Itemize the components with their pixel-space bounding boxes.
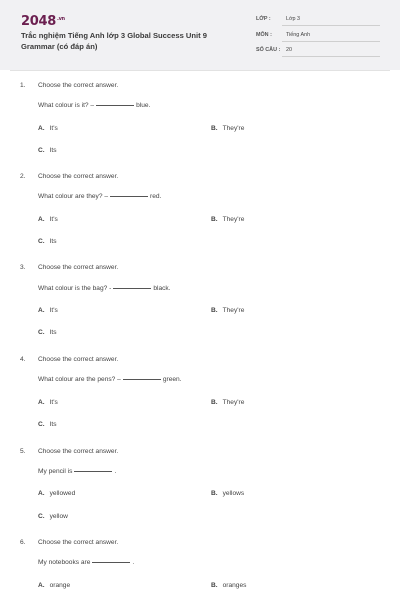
option-text: orange [49, 582, 71, 589]
meta-subject-line [282, 41, 380, 42]
option-b[interactable] [211, 582, 246, 589]
option-key: B. [211, 490, 218, 497]
question-instruction: Choose the correct answer. [38, 82, 119, 89]
answer-blank [74, 471, 112, 472]
header-divider [10, 70, 390, 71]
option-c[interactable] [38, 147, 57, 154]
question-prompt [20, 173, 118, 180]
option-a[interactable] [38, 582, 70, 589]
stem-after: black. [153, 285, 171, 292]
question-instruction: Choose the correct answer. [38, 539, 119, 546]
option-text: yellowed [49, 490, 76, 497]
option-b[interactable] [211, 216, 244, 223]
option-c[interactable] [38, 513, 68, 520]
option-text: Its [49, 147, 57, 154]
option-text: Its [49, 421, 57, 428]
question-prompt [20, 264, 118, 271]
question-stem [38, 376, 182, 383]
stem-before: What colour are the pens? – [38, 376, 121, 383]
option-key: A. [38, 216, 45, 223]
stem-after: green. [162, 376, 182, 383]
option-text: Its [49, 329, 57, 336]
option-a[interactable] [38, 399, 58, 406]
option-a[interactable] [38, 216, 58, 223]
question-instruction: Choose the correct answer. [38, 356, 119, 363]
option-text: They're [222, 307, 245, 314]
option-text: They're [222, 125, 245, 132]
meta-subject-row [256, 31, 380, 43]
option-key: B. [211, 399, 218, 406]
question-number: 5. [20, 448, 26, 455]
question-number: 6. [20, 539, 26, 546]
option-key: C. [38, 329, 45, 336]
stem-before: What colour is the bag? - [38, 285, 112, 292]
option-key: A. [38, 125, 45, 132]
option-key: B. [211, 216, 218, 223]
question-prompt [20, 539, 118, 546]
option-key: B. [211, 125, 218, 132]
logo-text: 2048 [21, 14, 56, 29]
option-key: C. [38, 421, 45, 428]
answer-blank [96, 105, 134, 106]
option-key: B. [211, 582, 218, 589]
question-instruction: Choose the correct answer. [38, 264, 119, 271]
page-title: Trắc nghiệm Tiếng Anh lớp 3 Global Success Unit 9 Grammar (có đáp án) [21, 31, 208, 51]
meta-class-label: LỚP : [256, 16, 271, 22]
question-number: 2. [20, 173, 26, 180]
meta-count-label: SỐ CÂU : [256, 47, 281, 53]
question-stem [38, 468, 116, 475]
meta-subject-value: Tiếng Anh [286, 32, 311, 38]
stem-before: My notebooks are [38, 559, 91, 566]
option-b[interactable] [211, 307, 244, 314]
option-text: They're [222, 216, 245, 223]
question-stem [38, 193, 161, 200]
option-text: It's [49, 307, 58, 314]
meta-class-line [282, 25, 380, 26]
question-prompt [20, 82, 118, 89]
question-stem [38, 102, 150, 109]
meta-subject-label: MÔN : [256, 32, 272, 38]
answer-blank [92, 562, 130, 563]
stem-after: blue. [136, 102, 151, 109]
option-a[interactable] [38, 307, 58, 314]
question-prompt [20, 448, 118, 455]
option-b[interactable] [211, 399, 244, 406]
meta-class-row [256, 15, 380, 27]
option-text: It's [49, 216, 58, 223]
question-instruction: Choose the correct answer. [38, 173, 119, 180]
option-c[interactable] [38, 421, 57, 428]
option-key: C. [38, 513, 45, 520]
question-number: 4. [20, 356, 26, 363]
question-number: 1. [20, 82, 26, 89]
site-logo[interactable] [21, 14, 65, 29]
stem-before: What colour are they? – [38, 193, 109, 200]
option-a[interactable] [38, 490, 75, 497]
stem-before: My pencil is [38, 468, 73, 475]
logo-suffix: .vn [56, 15, 65, 22]
option-key: A. [38, 399, 45, 406]
option-key: A. [38, 490, 45, 497]
option-b[interactable] [211, 125, 244, 132]
option-text: oranges [222, 582, 247, 589]
option-text: yellows [222, 490, 245, 497]
meta-class-value: Lớp 3 [286, 16, 301, 22]
question-instruction: Choose the correct answer. [38, 448, 119, 455]
answer-blank [110, 196, 148, 197]
option-key: C. [38, 147, 45, 154]
option-c[interactable] [38, 238, 57, 245]
answer-blank [123, 379, 161, 380]
option-key: A. [38, 582, 45, 589]
stem-after: . [114, 468, 117, 475]
meta-count-value: 20 [286, 47, 292, 53]
option-key: A. [38, 307, 45, 314]
option-text: Its [49, 238, 57, 245]
stem-after: red. [150, 193, 162, 200]
option-key: C. [38, 238, 45, 245]
worksheet-header [0, 0, 400, 70]
option-key: B. [211, 307, 218, 314]
question-stem [38, 285, 171, 292]
meta-count-row [256, 46, 380, 58]
option-text: It's [49, 125, 58, 132]
option-a[interactable] [38, 125, 58, 132]
question-prompt [20, 356, 118, 363]
stem-before: What colour is it? – [38, 102, 95, 109]
meta-count-line [282, 56, 380, 57]
question-stem [38, 559, 134, 566]
question-number: 3. [20, 264, 26, 271]
stem-after: . [132, 559, 135, 566]
option-b[interactable] [211, 490, 244, 497]
option-text: yellow [49, 513, 68, 520]
option-c[interactable] [38, 329, 57, 336]
option-text: It's [49, 399, 58, 406]
answer-blank [113, 288, 151, 289]
option-text: They're [222, 399, 245, 406]
